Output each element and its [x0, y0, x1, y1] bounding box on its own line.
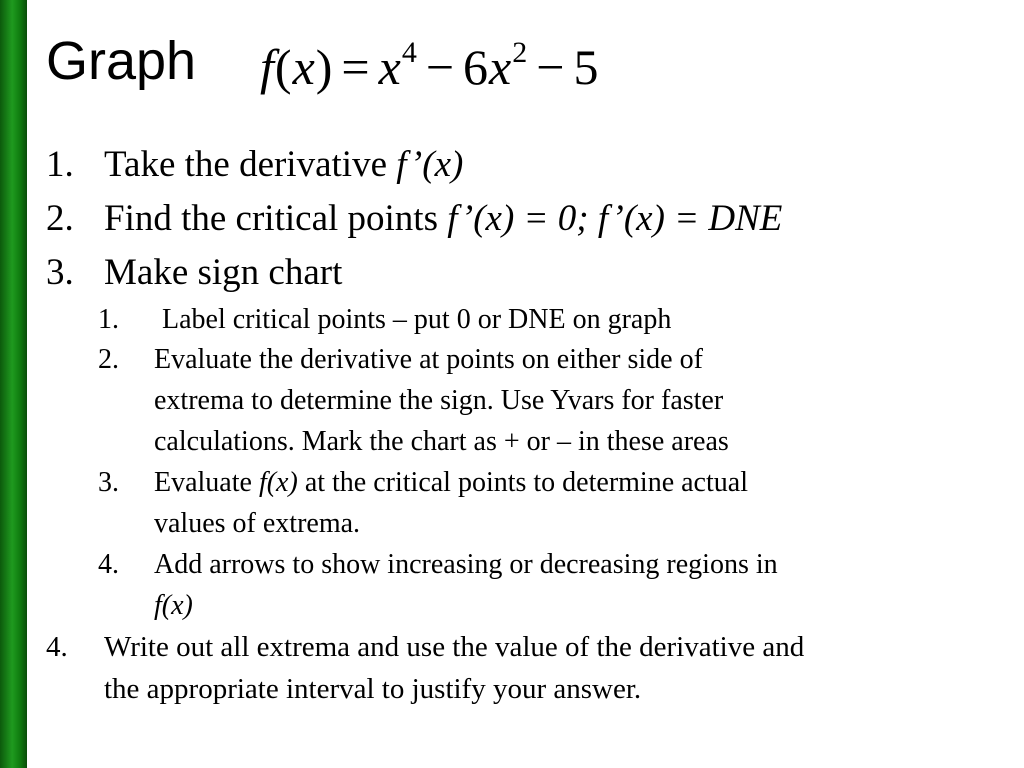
step-number: 3. [46, 252, 74, 293]
substep-text-line-2: values of extrema. [154, 508, 361, 539]
substep-math: f(x) [258, 467, 298, 498]
substep-number: 2. [98, 344, 119, 375]
substep-text-line-1: Evaluate the derivative at points on either side of [154, 344, 703, 375]
step-number: 2. [46, 198, 74, 239]
substep-math-line-2: f(x) [154, 590, 193, 621]
eq-term2-base: x [489, 39, 513, 95]
eq-constant: 5 [573, 39, 600, 95]
eq-equals: = [341, 39, 371, 95]
step-math: f’(x) = 0; f’(x) = DNE [447, 198, 783, 239]
eq-close-paren: ) [315, 39, 334, 95]
substep-text-line-1 [154, 469, 748, 497]
substep-text-post: at the critical points to determine actual [297, 467, 748, 498]
step-text: Find the critical points [104, 198, 448, 239]
substep-number: 4. [98, 549, 119, 580]
slide-title: Graph [46, 31, 197, 91]
eq-term2-coef: 6 [463, 39, 490, 95]
eq-term1-exp: 4 [401, 36, 418, 69]
eq-f: f [260, 39, 275, 95]
function-equation [260, 36, 600, 95]
step-text-line-1: Write out all extrema and use the value of the derivative and [104, 631, 805, 663]
step-text-wrap [104, 146, 463, 183]
substep-number: 1. [98, 304, 119, 335]
substep-number: 3. [98, 467, 119, 498]
eq-open-paren: ( [274, 39, 293, 95]
eq-term1-base: x [378, 39, 402, 95]
substep-text-line-3: calculations. Mark the chart as + or – in these areas [154, 426, 729, 457]
substep-text-line-2: extrema to determine the sign. Use Yvars for faster [154, 385, 724, 416]
step-text: Make sign chart [104, 252, 343, 293]
eq-minus-2: − [536, 39, 566, 95]
eq-term2-exp: 2 [512, 36, 529, 69]
step-math: f’(x) [396, 144, 464, 185]
step-number: 4. [46, 631, 68, 663]
eq-x: x [292, 39, 316, 95]
step-text: Take the derivative [104, 144, 397, 185]
substep-text-pre: Evaluate [154, 467, 259, 498]
step-text-line-2: the appropriate interval to justify your answer. [104, 673, 642, 705]
eq-minus-1: − [425, 39, 456, 95]
substep-text-line-1: Add arrows to show increasing or decreasing regions in [154, 549, 778, 580]
step-text-wrap [104, 200, 782, 237]
substep-text: Label critical points – put 0 or DNE on graph [162, 304, 672, 335]
step-number: 1. [46, 144, 74, 185]
side-accent-bar [0, 0, 27, 768]
